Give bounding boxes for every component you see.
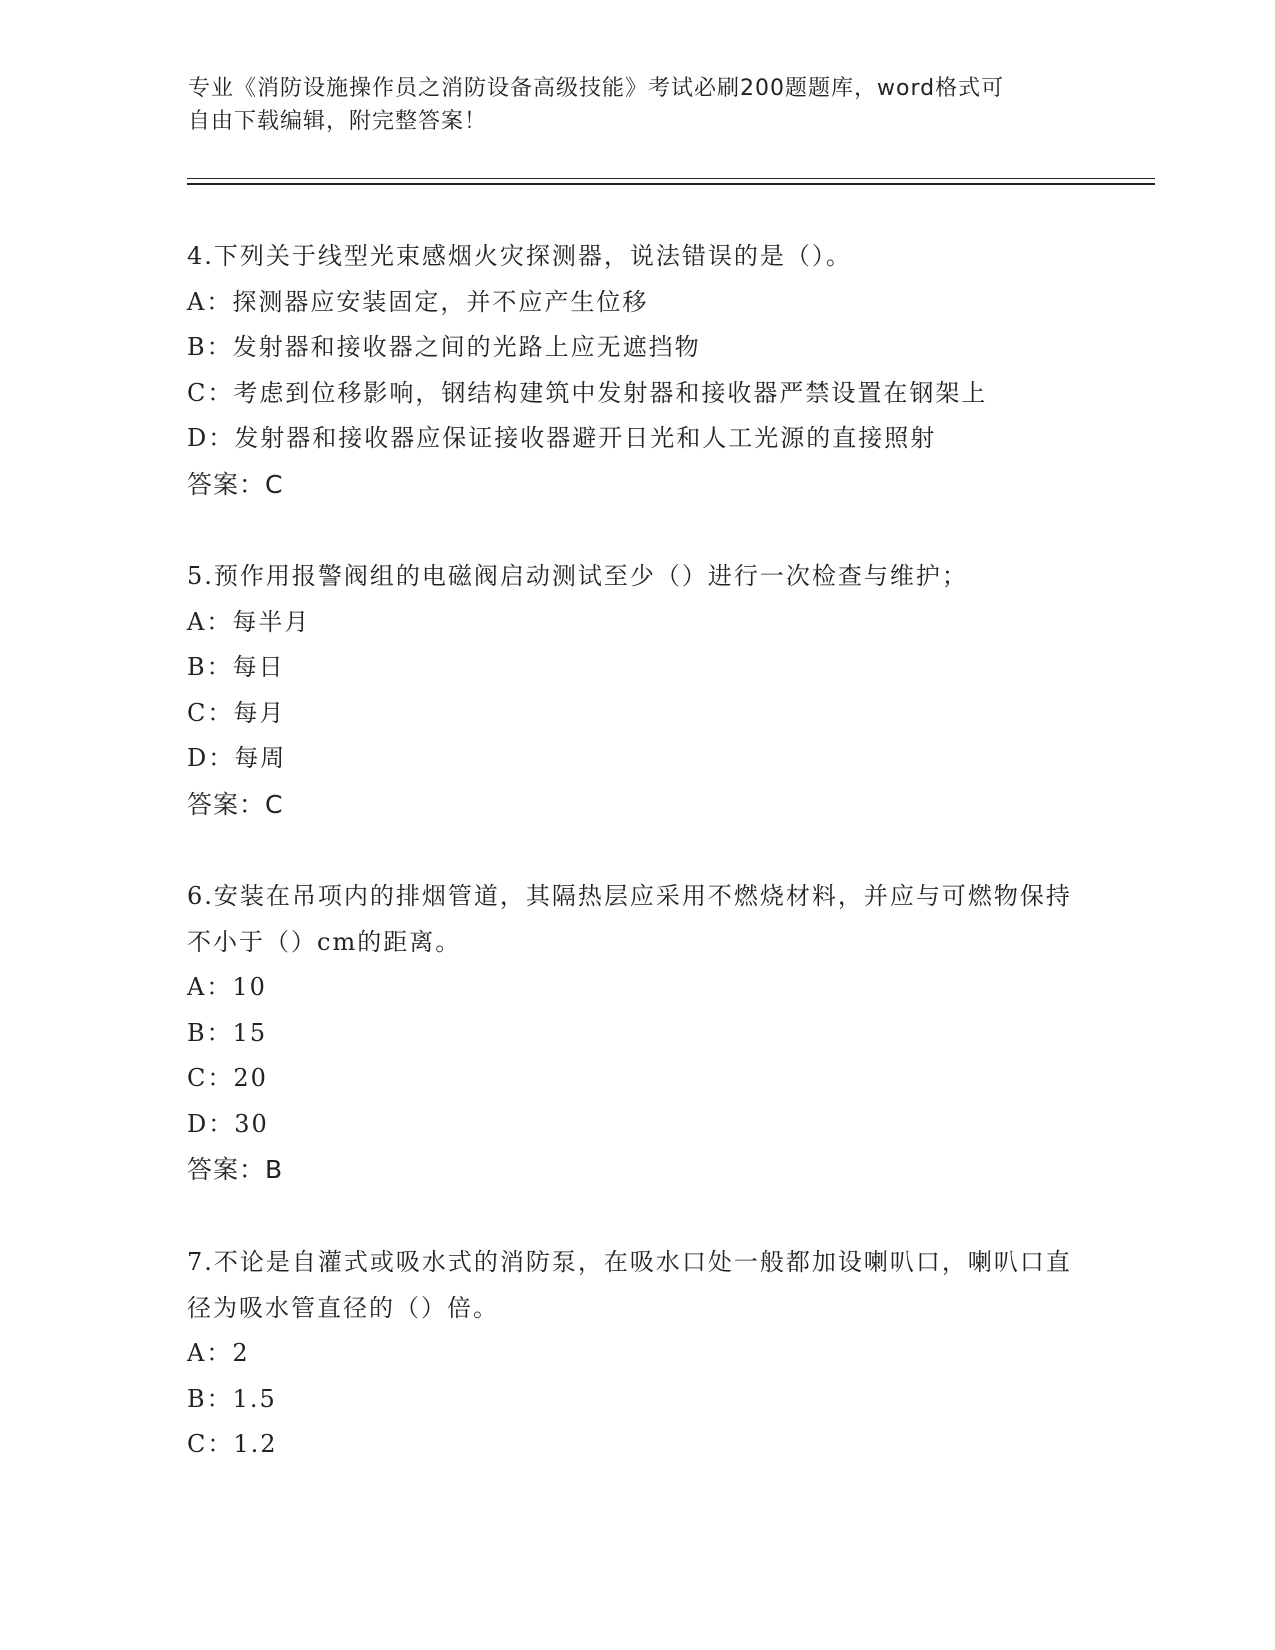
- answer-line: 答案：B: [187, 1155, 284, 1184]
- option-b: B：15: [187, 1018, 268, 1047]
- option-d: D：发射器和接收器应保证接收器避开日光和人工光源的直接照射: [187, 424, 937, 452]
- option-a: A：探测器应安装固定，并不应产生位移: [187, 287, 649, 316]
- question-5: [187, 554, 1077, 827]
- option-b: B：1.5: [187, 1384, 277, 1413]
- question-stem: 4.下列关于线型光束感烟火灾探测器，说法错误的是（）。: [187, 242, 852, 270]
- question-stem: 6.安装在吊项内的排烟管道，其隔热层应采用不燃烧材料，并应与可燃物保持不小于（）cm的距离。: [187, 882, 1072, 956]
- header-divider-thick: [187, 183, 1155, 185]
- option-b: B：发射器和接收器之间的光路上应无遮挡物: [187, 333, 701, 361]
- option-c: C：考虑到位移影响，钢结构建筑中发射器和接收器严禁设置在钢架上: [187, 378, 988, 407]
- option-b: B：每日: [187, 653, 285, 681]
- option-c: C：1.2: [187, 1430, 278, 1458]
- header-line-2: 自由下载编辑，附完整答案！: [188, 109, 488, 134]
- option-d: D：每周: [187, 744, 287, 772]
- option-a: A：2: [187, 1339, 250, 1367]
- option-c: C：20: [187, 1064, 268, 1092]
- option-a: A：10: [187, 973, 267, 1001]
- option-a: A：每半月: [187, 607, 311, 636]
- question-6: [187, 874, 1077, 1193]
- question-stem: 7.不论是自灌式或吸水式的消防泵，在吸水口处一般都加设喇叭口，喇叭口直径为吸水管直径的（）倍。: [187, 1248, 1072, 1322]
- answer-line: 答案：C: [187, 469, 284, 499]
- document-header: [188, 72, 1088, 138]
- answer-line: 答案：C: [187, 789, 284, 819]
- question-4: [187, 234, 1077, 507]
- header-divider-thin: [187, 178, 1155, 179]
- header-line-1: 专业《消防设施操作员之消防设备高级技能》考试必刷200题题库，word格式可: [188, 76, 1005, 101]
- question-7: [187, 1240, 1077, 1468]
- question-stem: 5.预作用报警阀组的电磁阀启动测试至少（）进行一次检查与维护；: [187, 562, 968, 590]
- option-d: D：30: [187, 1109, 269, 1138]
- option-c: C：每月: [187, 698, 286, 727]
